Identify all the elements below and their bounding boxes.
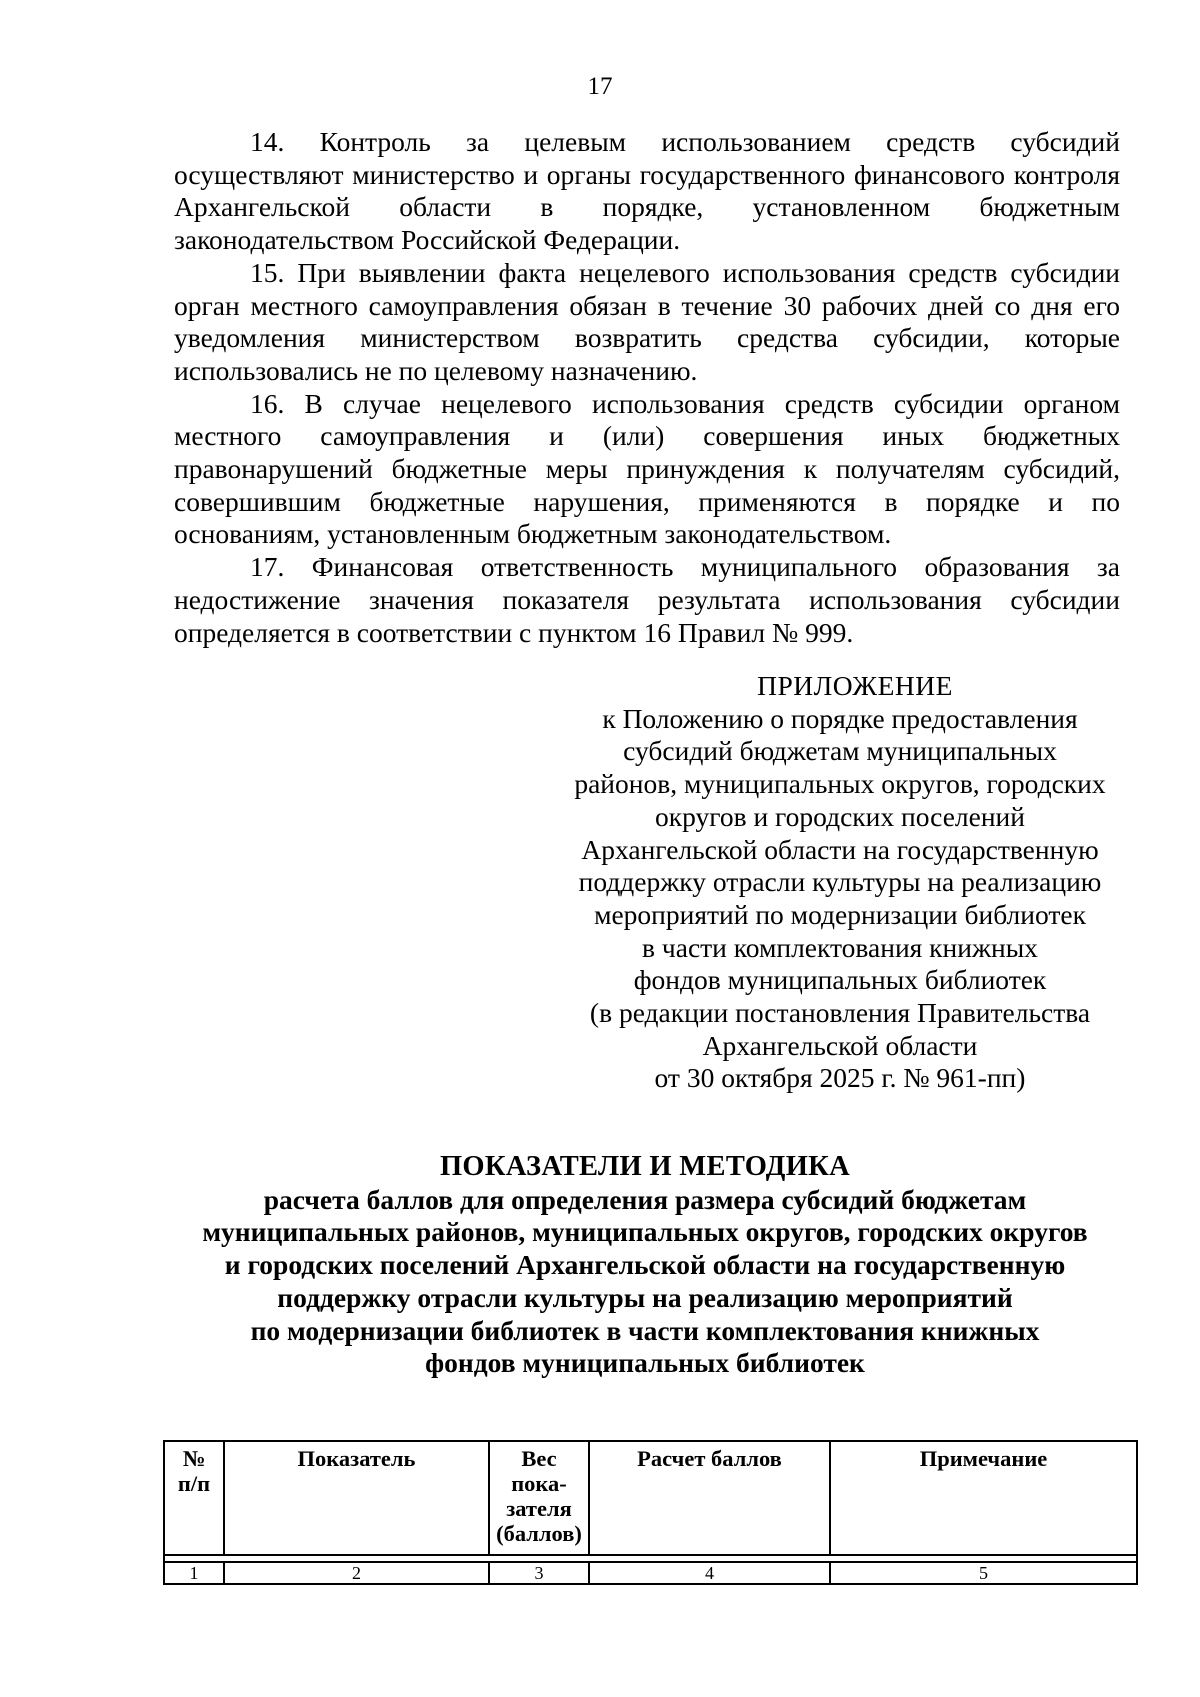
paragraph-14: 14. Контроль за целевым использованием средств субсидий осуществляют министерство и органы государственного финансового контроля Архангельской области в порядке, установленном бюджетным законодательством Российской Федерации. bbox=[174, 126, 1120, 256]
table-header-row bbox=[164, 1441, 1137, 1555]
page-number: 17 bbox=[587, 73, 613, 100]
appendix-line: от 30 октября 2025 г. № 961-пп) bbox=[654, 1062, 1026, 1094]
header-text: Вес bbox=[521, 1446, 557, 1471]
column-number-cell: 1 bbox=[164, 1562, 224, 1584]
gap-cell bbox=[164, 1555, 1137, 1562]
paragraph-17: 17. Финансовая ответственность муниципального образования за недостижение значения показателя результата использования субсидии определяется в соответствии с пунктом 16 Правил № 999. bbox=[174, 551, 1120, 648]
title-line: и городских поселений Архангельской области на государственную bbox=[224, 1249, 1066, 1281]
title-main: ПОКАЗАТЕЛИ И МЕТОДИКА bbox=[439, 1151, 851, 1182]
header-text: № bbox=[182, 1446, 206, 1471]
appendix-block bbox=[555, 670, 1125, 1095]
table-gap-row bbox=[164, 1555, 1137, 1562]
indicators-table bbox=[163, 1440, 1136, 1585]
body-text bbox=[174, 126, 1120, 649]
header-text: (баллов) bbox=[496, 1521, 582, 1546]
appendix-line: Архангельской области bbox=[702, 1029, 978, 1061]
header-cell-calculation bbox=[589, 1441, 830, 1555]
header-text: Показатель bbox=[297, 1446, 416, 1471]
title-line: расчета баллов для определения размера субсидий бюджетам bbox=[263, 1183, 1027, 1215]
appendix-line: в части комплектования книжных bbox=[642, 931, 1038, 963]
appendix-line: округов и городских поселений bbox=[655, 800, 1025, 832]
header-text: пока- bbox=[511, 1471, 567, 1496]
header-text: Примечание bbox=[919, 1446, 1048, 1471]
document-title bbox=[150, 1151, 1140, 1380]
header-cell-note bbox=[830, 1441, 1137, 1555]
table-number-row bbox=[164, 1562, 1137, 1584]
header-text: Расчет баллов bbox=[637, 1446, 782, 1471]
appendix-heading: ПРИЛОЖЕНИЕ bbox=[757, 670, 953, 701]
header-cell-weight bbox=[489, 1441, 589, 1555]
appendix-line: Архангельской области на государственную bbox=[581, 833, 1099, 865]
appendix-line: фондов муниципальных библиотек bbox=[633, 964, 1047, 996]
column-number-cell: 5 bbox=[830, 1562, 1137, 1584]
header-text: п/п bbox=[177, 1471, 211, 1496]
title-line: по модернизации библиотек в части комплектования книжных bbox=[250, 1314, 1040, 1346]
paragraph-16: 16. В случае нецелевого использования средств субсидии органом местного самоуправления и (или) совершения иных бюджетных правонарушений бюджетные меры принуждения к получателям субсидий, совершившим бюджетные нарушения, применяются в порядке и по основаниям, установленным бюджетным законодательством. bbox=[174, 387, 1120, 550]
column-number-cell: 4 bbox=[589, 1562, 830, 1584]
appendix-line: районов, муниципальных округов, городских bbox=[574, 768, 1106, 800]
title-line: муниципальных районов, муниципальных округов, городских округов bbox=[202, 1216, 1088, 1248]
title-line: поддержку отрасли культуры на реализацию мероприятий bbox=[277, 1281, 1013, 1313]
appendix-line: к Положению о порядке предоставления bbox=[602, 702, 1078, 734]
appendix-line: (в редакции постановления Правительства bbox=[589, 997, 1091, 1029]
paragraph-15: 15. При выявлении факта нецелевого использования средств субсидии орган местного самоуправления обязан в течение 30 рабочих дней со дня его уведомления министерством возвратить средства субсидии, которые использовались не по целевому назначению. bbox=[174, 256, 1120, 386]
appendix-line: субсидий бюджетам муниципальных bbox=[623, 735, 1057, 767]
header-text: зателя bbox=[506, 1496, 572, 1521]
header-cell-indicator bbox=[224, 1441, 489, 1555]
column-number-cell: 3 bbox=[489, 1562, 589, 1584]
column-number-cell: 2 bbox=[224, 1562, 489, 1584]
appendix-line: мероприятий по модернизации библиотек bbox=[594, 898, 1086, 930]
header-cell-number bbox=[164, 1441, 224, 1555]
appendix-line: поддержку отрасли культуры на реализацию bbox=[578, 866, 1102, 898]
title-line: фондов муниципальных библиотек bbox=[425, 1347, 865, 1379]
